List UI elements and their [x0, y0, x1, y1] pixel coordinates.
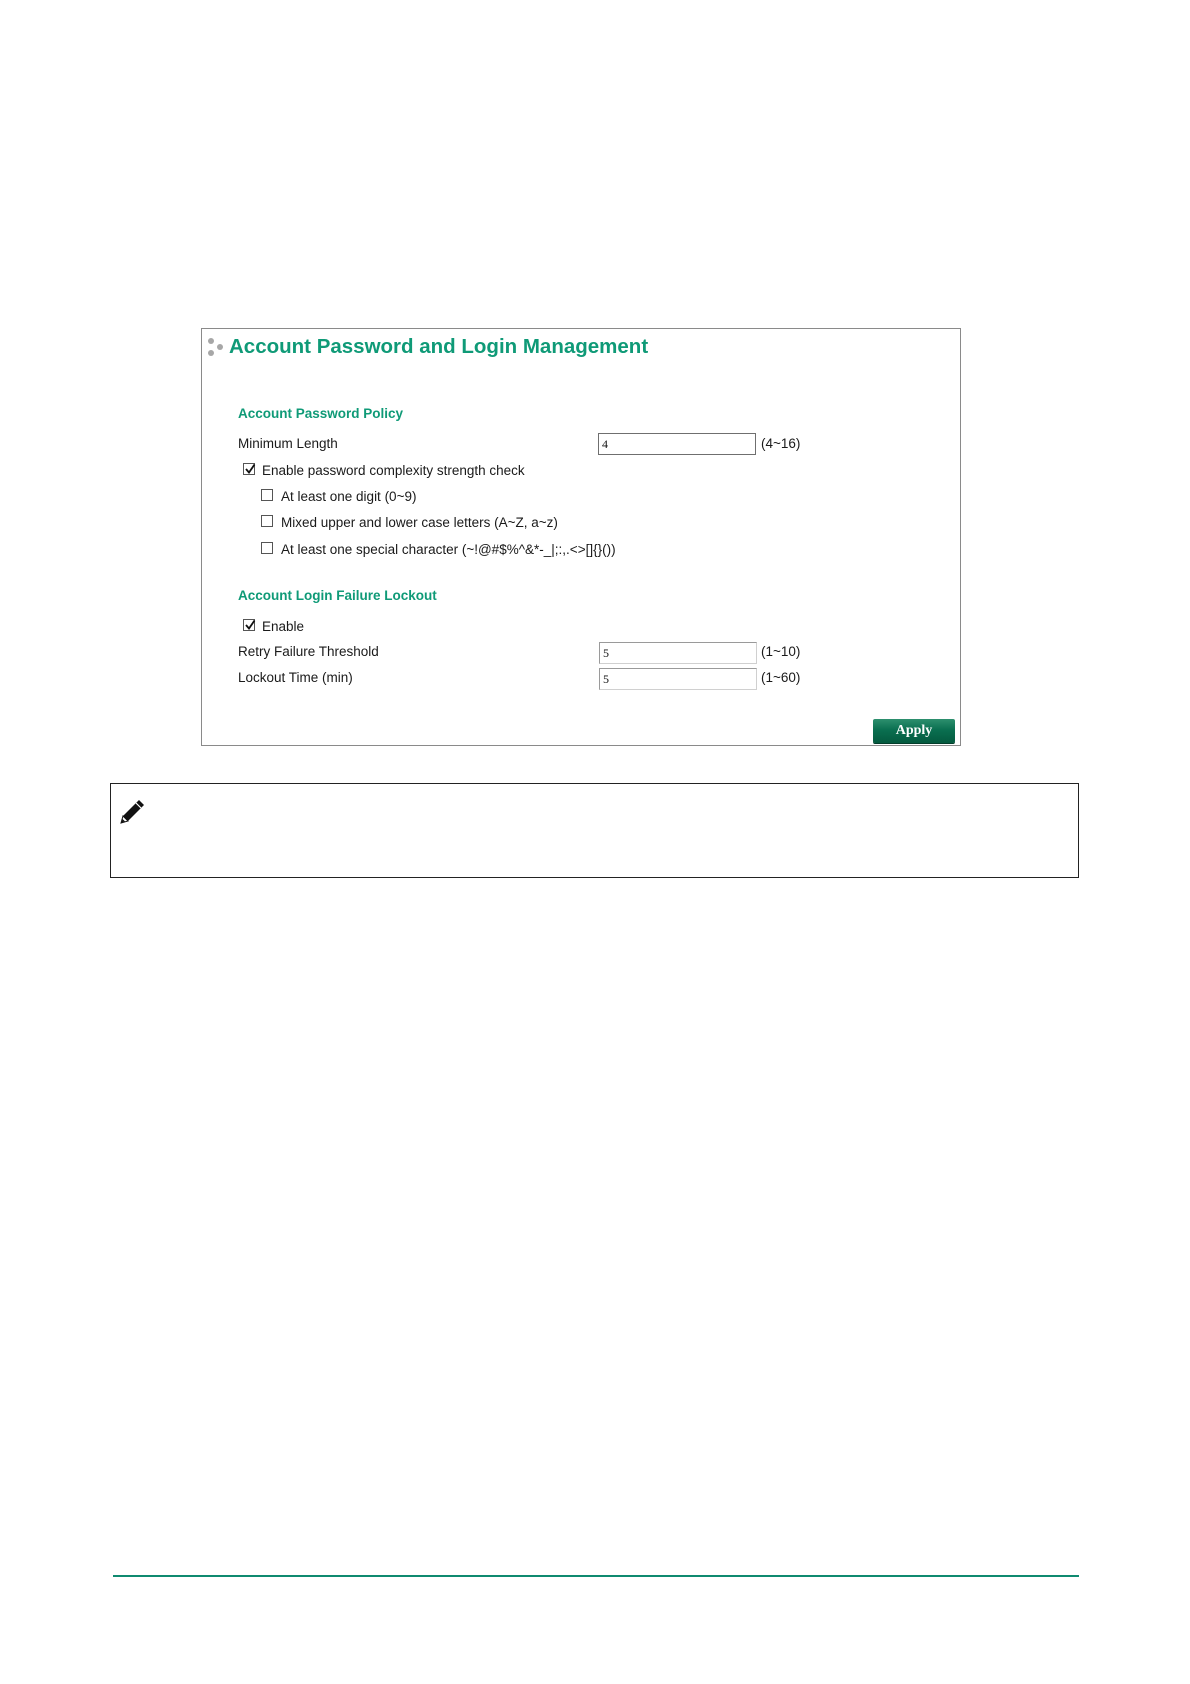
dots-icon [208, 337, 226, 357]
digit-option-label: At least one digit (0~9) [281, 489, 417, 504]
mixed-case-option-label: Mixed upper and lower case letters (A~Z, a~z) [281, 515, 558, 530]
special-char-option-label: At least one special character (~!@#$%^&*-_|;:,.<>[]{}()) [281, 542, 616, 557]
complexity-checkbox[interactable] [243, 463, 255, 475]
note-box [110, 783, 1079, 878]
minimum-length-input[interactable]: 4 [598, 433, 756, 455]
lockout-time-label: Lockout Time (min) [238, 670, 353, 685]
minimum-length-label: Minimum Length [238, 436, 338, 451]
special-char-checkbox[interactable] [261, 542, 273, 554]
retry-threshold-label: Retry Failure Threshold [238, 644, 379, 659]
lockout-enable-checkbox[interactable] [243, 619, 255, 631]
login-lockout-heading: Account Login Failure Lockout [238, 588, 437, 603]
minimum-length-range: (4~16) [761, 436, 801, 451]
lockout-enable-label: Enable [262, 619, 305, 634]
retry-threshold-input[interactable]: 5 [599, 642, 757, 664]
checkmark-icon [243, 618, 257, 632]
password-policy-heading: Account Password Policy [238, 406, 404, 421]
checkmark-icon [243, 462, 257, 476]
apply-button[interactable]: Apply [873, 719, 955, 743]
pencil-icon [115, 795, 149, 829]
footer-divider [113, 1575, 1079, 1577]
digit-checkbox[interactable] [261, 489, 273, 501]
retry-threshold-range: (1~10) [761, 644, 801, 659]
complexity-label: Enable password complexity strength check [262, 463, 525, 478]
page-title: Account Password and Login Management [229, 335, 649, 358]
account-password-login-panel [201, 328, 961, 746]
panel-header [208, 333, 648, 361]
mixed-case-checkbox[interactable] [261, 515, 273, 527]
lockout-time-input[interactable]: 5 [599, 668, 757, 690]
lockout-time-range: (1~60) [761, 670, 801, 685]
